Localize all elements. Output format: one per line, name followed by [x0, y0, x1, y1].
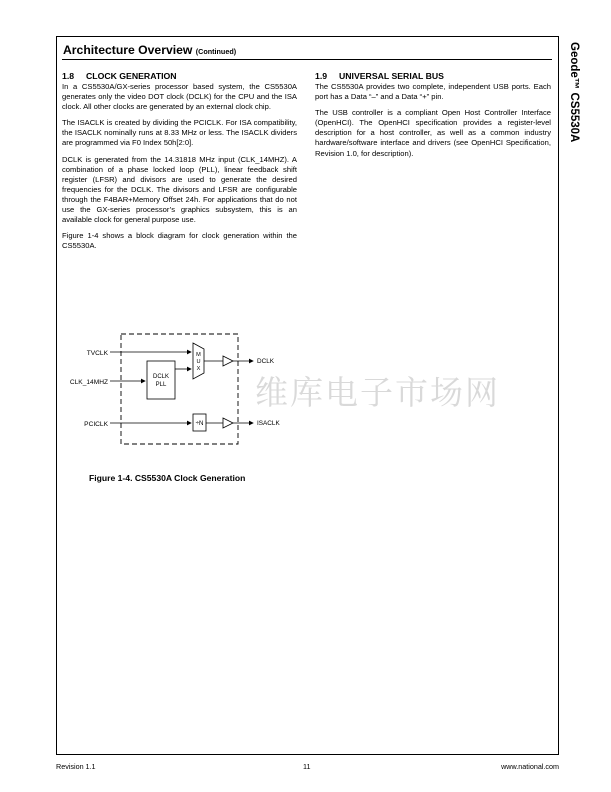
page-title-text: Architecture Overview [63, 43, 193, 57]
clock-paragraph-1: In a CS5530A/GX-series processor based system, the CS5530A generates only the video DOT clock (DCLK) for the CPU and the ISA clock. All other clocks are generated by an external clock chip. [62, 82, 297, 112]
clock-generation-diagram [60, 330, 310, 450]
footer-url: www.national.com [501, 762, 559, 771]
left-column [62, 71, 297, 257]
mux-letter-m: M [196, 352, 201, 358]
isaclk-output-label: ISACLK [257, 420, 280, 427]
usb-paragraph-1: The CS5530A provides two complete, independent USB ports. Each port has a Data “–” and a Data “+” pin. [315, 82, 551, 102]
watermark-text: 维库电子市场网 [255, 373, 500, 412]
usb-paragraph-2: The USB controller is a compliant Open Host Controller Interface (OpenHCI). The OpenHCI specification provides a register-level description for a host controller, as well as a common industry hardware/software interface and drivers (see OpenHCI Specification, Revision 1.0, for description). [315, 108, 551, 158]
dclk-buffer [223, 356, 233, 366]
footer-revision: Revision 1.1 [56, 762, 96, 771]
dclk-output-label: DCLK [257, 358, 275, 365]
mux-letter-u: U [196, 359, 201, 365]
clock-section-title: CLOCK GENERATION [86, 71, 177, 81]
figure-caption: Figure 1-4. CS5530A Clock Generation [89, 473, 246, 483]
pciclk-label: PCICLK [84, 421, 108, 428]
clock-paragraph-2: The ISACLK is created by dividing the PCICLK. For ISA compatibility, the ISACLK nominally runs at 8.33 MHz or less. The ISACLK dividers are programmed via F0 Index 50h[2:0]. [62, 118, 297, 148]
divider-label: ÷N [195, 420, 204, 427]
footer-page-number: 11 [303, 762, 311, 771]
right-column [315, 71, 551, 165]
usb-section-title: UNIVERSAL SERIAL BUS [339, 71, 444, 81]
clk14mhz-label: CLK_14MHZ [69, 379, 108, 386]
side-product-title-text: Geode™ CS5530A [568, 42, 580, 143]
usb-section-number: 1.9 [315, 71, 328, 81]
pll-label-line2: PLL [155, 382, 167, 388]
chip-boundary [121, 334, 238, 444]
usb-section-heading [315, 71, 551, 81]
clock-paragraph-3: DCLK is generated from the 14.31818 MHz input (CLK_14MHZ). A combination of a phase locked loop (PLL), linear feedback shift register (LFSR) and divisors are used to generate the desired frequencies for the DCLK. The divisors and LFSR are configurable through the F4BAR+Memory Offset 24h. For applications that do not use the GX-series processor’s graphics subsystem, this is an available clock for general purpose use. [62, 154, 297, 225]
clock-section-heading [62, 71, 297, 81]
side-product-title [566, 42, 580, 302]
clock-section-number: 1.8 [62, 71, 75, 81]
pll-label-line1: DCLK [152, 374, 170, 380]
page-title [63, 43, 236, 57]
page-title-continued: (Continued) [195, 47, 237, 56]
mux-letter-x: X [196, 366, 201, 372]
isaclk-buffer [223, 418, 233, 428]
clock-paragraph-4: Figure 1-4 shows a block diagram for clock generation within the CS5530A. [62, 231, 297, 251]
dclk-pll-block [147, 361, 175, 399]
section-header [62, 42, 552, 60]
tvclk-label: TVCLK [86, 350, 108, 357]
